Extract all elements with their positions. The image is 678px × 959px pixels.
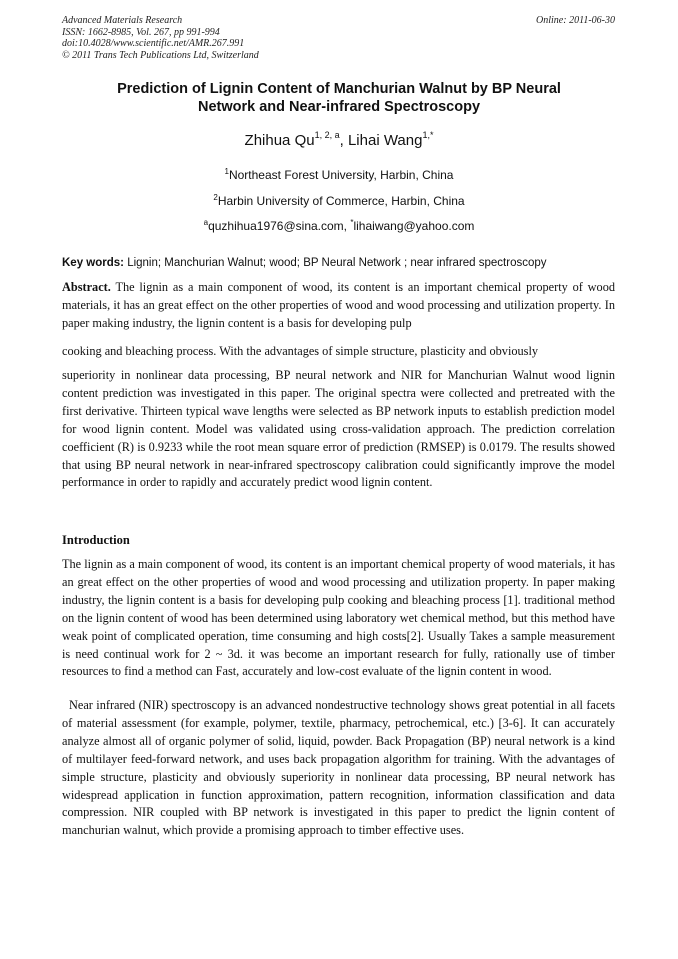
- affiliation-1-mark: 1: [224, 167, 229, 176]
- keywords-text: Lignin; Manchurian Walnut; wood; BP Neural Network ; near infrared spectroscopy: [124, 257, 547, 269]
- affiliation-2-mark: 2: [213, 193, 218, 202]
- author-2-affil-mark: 1,*: [422, 130, 434, 140]
- email-a: quzhihua1976@sina.com,: [208, 219, 351, 233]
- abstract-part-1: [62, 279, 615, 333]
- abstract-part-2: cooking and bleaching process. With the advantages of simple structure, plasticity and obviously: [62, 344, 539, 358]
- author-separator: ,: [339, 132, 348, 149]
- email-b-mark: *: [350, 218, 354, 227]
- paper-title: [60, 80, 618, 116]
- abstract-label: Abstract.: [62, 280, 111, 294]
- author-list: [60, 130, 618, 149]
- author-1: Zhihua Qu: [244, 132, 315, 149]
- keywords: [62, 257, 622, 269]
- journal-header: [62, 15, 259, 61]
- email-b: lihaiwang@yahoo.com: [353, 219, 475, 233]
- affiliation-1-text: Northeast Forest University, Harbin, China: [228, 168, 454, 182]
- affiliation-2-text: Harbin University of Commerce, Harbin, China: [217, 194, 465, 208]
- online-date: Online: 2011-06-30: [536, 15, 615, 26]
- journal-name: Advanced Materials Research: [62, 15, 183, 26]
- abstract-text-1: The lignin as a main component of wood, its content is an important chemical property of wood materials, it has an great effect on the other properties of wood and wood processing and utilization property. In paper making industry, the lignin content is a basis for developing pulp: [62, 280, 615, 330]
- author-2: Lihai Wang: [347, 132, 423, 149]
- introduction-paragraph-1: The lignin as a main component of wood, its content is an important chemical property of wood materials, it has an great effect on the other properties of wood and wood processing and utilization property. In paper making industry, the lignin content is a basis for developing pulp cooking and bleaching process [1]. traditional method on the lignin content of wood has been determined using laboratory wet chemical method, but this method have weak point of complicated operation, time consuming and high costs[2]. Usually Takes a sample measurement is need continual work for 2 ~ 3d. it was become an important research for fully, rationally use of timber resources to find a method can Fast, accurately and low-cost evaluate of the lignin content in wood.: [62, 557, 615, 679]
- title-line-1: Prediction of Lignin Content of Manchurian Walnut by BP Neural: [117, 81, 561, 97]
- title-line-2: Network and Near-infrared Spectroscopy: [197, 99, 481, 115]
- author-1-affil-mark: 1, 2, a: [314, 130, 340, 140]
- email-line: [60, 218, 618, 233]
- affiliation-1: [60, 167, 618, 182]
- doi-line: doi:10.4028/www.scientific.net/AMR.267.991: [62, 38, 245, 49]
- introduction-heading: Introduction: [62, 533, 130, 547]
- abstract-part-3: superiority in nonlinear data processing, BP neural network and NIR for Manchurian Walnut wood lignin content prediction was investigated in this paper. The original spectra were collected and pretreated with the first derivative. Thirteen typical wave lengths were selected as BP network inputs to establish prediction model for wood lignin content. Model was validated using cross-validation approach. The prediction correlation coefficient (R) is 0.9233 while the root mean square error of prediction (RMSEP) is 0.0179. The results showed that using BP neural network in near-infrared spectroscopy calibration could significantly improve the model performance in order to rapidly and accurately predict wood lignin content.: [62, 368, 615, 490]
- copyright-line: © 2011 Trans Tech Publications Ltd, Switzerland: [62, 49, 259, 61]
- keywords-label: Key words:: [62, 257, 124, 269]
- introduction-paragraph-2: Near infrared (NIR) spectroscopy is an advanced nondestructive technology shows great potential in all facets of material assessment (for example, polymer, textile, pharmacy, petrochemical, etc.) [3-6]. It can accurately analyze almost all of organic polymer of solid, liquid, powder. Back Propagation (BP) neural network is a kind of multilayer feed-forward network, and uses back propagation algorithm for training. With the advantages of simple structure, plasticity and obviously superiority in nonlinear data processing, BP neural network has widespread application in function approximation, pattern recognition, information classification and data compression. NIR coupled with BP network is investigated in this paper to predict the lignin content of manchurian walnut, which provide a promising approach to timber effective uses.: [62, 698, 615, 838]
- email-a-mark: a: [203, 218, 209, 227]
- issn-line: ISSN: 1662-8985, Vol. 267, pp 991-994: [62, 26, 220, 38]
- affiliation-2: [60, 193, 618, 208]
